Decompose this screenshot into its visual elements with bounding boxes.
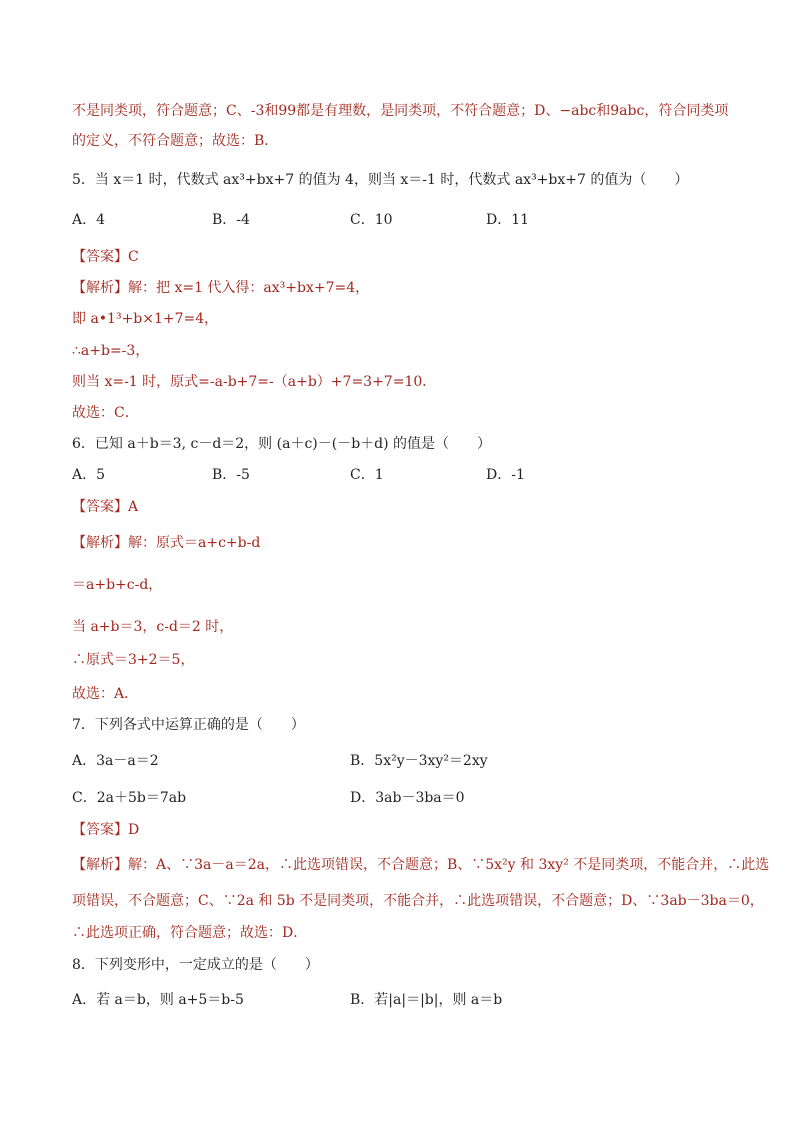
q7-question: 7．下列各式中运算正确的是（ ） [72, 717, 305, 733]
q6-analysis-5: 故选：A． [72, 686, 139, 702]
intro-line-2: 的定义，不符合题意；故选：B． [72, 133, 279, 149]
q5-option-b: B．-4 [212, 212, 250, 228]
q8-option-a: A．若 a＝b，则 a+5＝b-5 [72, 992, 244, 1008]
q8-option-b: B．若|a|＝|b|，则 a＝b [350, 992, 503, 1008]
q6-analysis-2: ＝a+b+c-d， [72, 577, 163, 593]
q6-analysis-3: 当 a+b＝3，c-d＝2 时， [72, 619, 234, 635]
q5-option-d: D．11 [486, 212, 530, 228]
q6-option-a: A．5 [72, 467, 106, 483]
q5-question: 5．当 x＝1 时，代数式 ax³+bx+7 的值为 4，则当 x＝-1 时，代数式 ax³+bx+7 的值为（ ） [72, 172, 689, 188]
q6-option-b: B．-5 [212, 467, 250, 483]
q5-analysis-3: ∴a+b=-3， [72, 343, 150, 359]
q5-option-a: A．4 [72, 212, 106, 228]
q6-analysis-4: ∴原式＝3+2＝5， [72, 652, 195, 668]
q7-analysis-2: 项错误，不合题意；C、∵2a 和 5b 不是同类项，不能合并，∴此选项错误，不合题意；D、∵3ab－3ba＝0， [72, 893, 764, 909]
q7-analysis-1: 【解析】解：A、∵3a－a＝2a，∴此选项错误，不合题意；B、∵5x²y 和 3xy² 不是同类项，不能合并，∴此选 [72, 857, 770, 873]
q5-answer: 【答案】C [72, 249, 139, 265]
q6-analysis-1: 【解析】解：原式＝a+c+b-d [72, 535, 261, 551]
q7-analysis-3: ∴此选项正确，符合题意；故选：D． [72, 925, 308, 941]
q6-answer: 【答案】A [72, 499, 139, 515]
q5-analysis-4: 则当 x=-1 时，原式=-a-b+7=-（a+b）+7=3+7=10． [72, 374, 437, 390]
q7-option-a: A．3a－a＝2 [72, 753, 159, 769]
q6-question: 6．已知 a＋b＝3, c－d＝2，则 (a＋c)－(－b＋d) 的值是（ ） [72, 436, 492, 452]
q7-answer: 【答案】D [72, 822, 140, 838]
q6-option-c: C．1 [350, 467, 384, 483]
q7-option-d: D．3ab－3ba＝0 [350, 790, 465, 806]
q8-question: 8．下列变形中，一定成立的是（ ） [72, 957, 319, 973]
intro-line-1: 不是同类项，符合题意；C、-3和99都是有理数，是同类项，不符合题意；D、−abc和9abc，符合同类项 [72, 103, 729, 119]
q5-analysis-5: 故选：C． [72, 405, 139, 421]
q5-analysis-2: 即 a•1³+b×1+7=4， [72, 311, 219, 327]
q5-analysis-1: 【解析】解：把 x=1 代入得：ax³+bx+7=4， [72, 280, 370, 296]
q7-option-c: C．2a＋5b＝7ab [72, 790, 187, 806]
q6-option-d: D．-1 [486, 467, 525, 483]
q7-option-b: B．5x²y－3xy²＝2xy [350, 753, 488, 769]
q5-option-c: C．10 [350, 212, 393, 228]
